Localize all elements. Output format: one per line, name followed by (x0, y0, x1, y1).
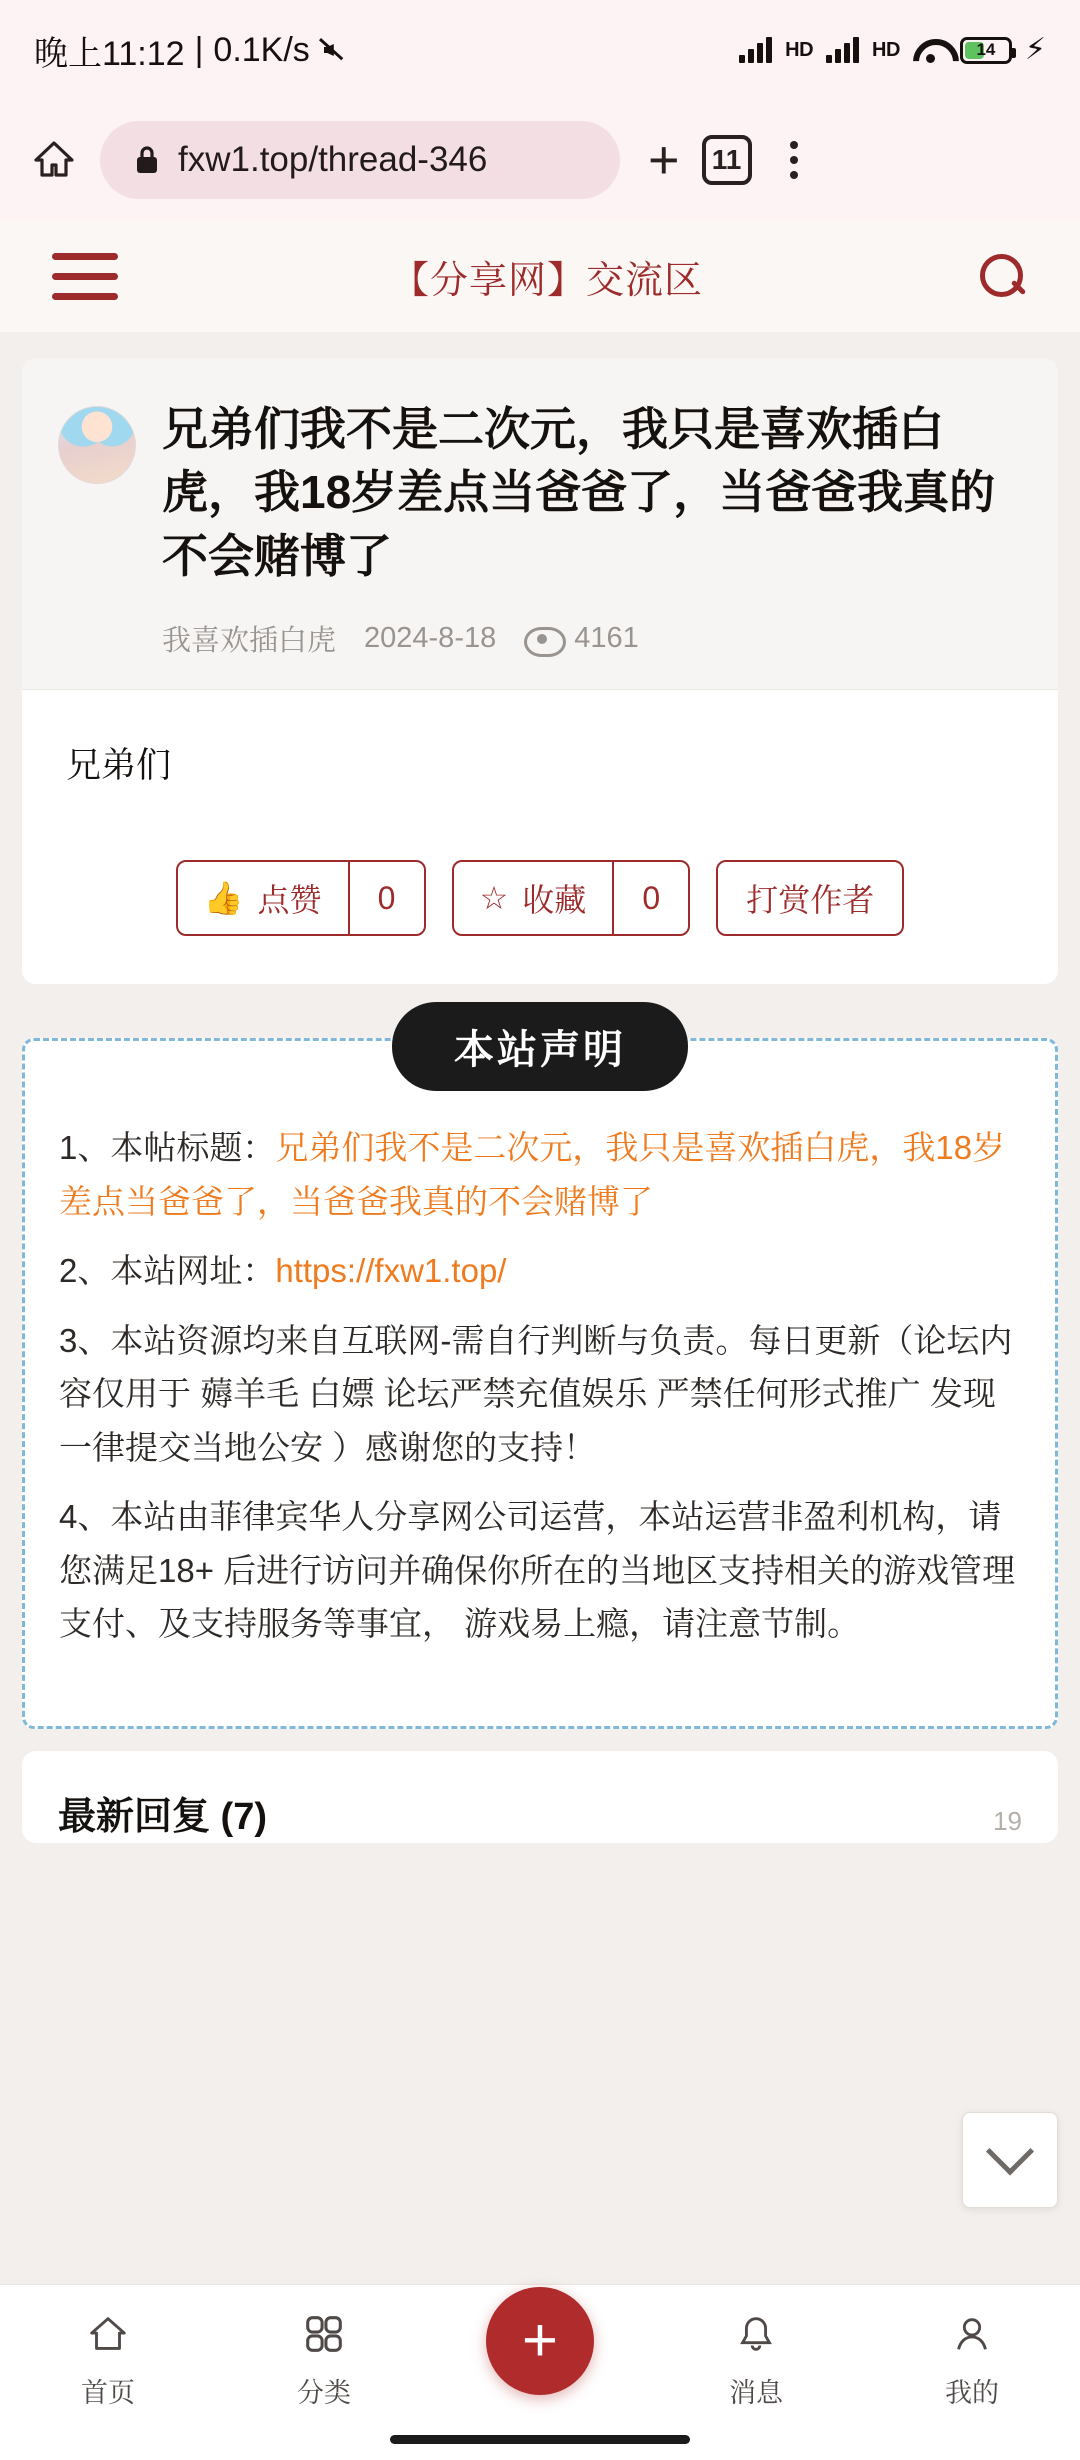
home-indicator (390, 2435, 690, 2444)
site-statement (22, 1002, 1058, 1729)
nav-label-profile: 我的 (945, 2378, 999, 2408)
lightning-bolt-icon: ⚡ (1024, 33, 1046, 66)
browser-toolbar (0, 100, 1080, 220)
favorite-label: 收藏 (522, 882, 587, 919)
grid-categories-icon (299, 2309, 349, 2359)
browser-menu-kebab-icon[interactable] (774, 141, 814, 179)
statement-line-2 (59, 1244, 1021, 1297)
thread-author[interactable]: 我喜欢插白虎 (162, 625, 337, 658)
star-icon: ☆ (479, 880, 509, 917)
plus-icon[interactable]: + (486, 2287, 594, 2395)
battery-percent: 14 (976, 40, 996, 59)
web-page-content (0, 220, 1080, 2460)
favorite-button[interactable] (452, 860, 691, 936)
person-icon (947, 2309, 997, 2359)
site-statement-box (22, 1038, 1058, 1729)
statement-line-1 (59, 1121, 1021, 1228)
favorite-count: 0 (612, 862, 688, 934)
thread-meta (22, 618, 1058, 689)
site-title: 【分享网】交流区 (390, 259, 703, 302)
hd-badge-2: HD (872, 38, 900, 61)
like-label: 点赞 (257, 882, 322, 919)
nav-label-home: 首页 (81, 2378, 135, 2408)
thumbs-up-icon: 👍 (203, 880, 244, 917)
signal-bars-icon-1 (739, 37, 772, 63)
signal-bars-icon-2 (826, 37, 859, 63)
thread-view-count: 4161 (574, 622, 639, 655)
nav-label-categories: 分类 (297, 2378, 351, 2408)
status-bar-left (34, 26, 350, 75)
statement-line-1-prefix: 1、本帖标题： (59, 1129, 276, 1167)
tab-counter-button[interactable]: 11 (702, 135, 752, 185)
wifi-icon (913, 37, 947, 63)
latest-replies-section (22, 1751, 1058, 1843)
like-button[interactable] (176, 860, 426, 936)
nav-item-create[interactable] (432, 2306, 648, 2395)
nav-item-categories[interactable] (216, 2309, 432, 2410)
hd-badge-1: HD (785, 38, 814, 61)
status-time: 晚上11:12 (34, 34, 185, 73)
bottom-navigation-bar (0, 2284, 1080, 2460)
address-bar[interactable] (100, 121, 620, 199)
address-bar-url: fxw1.top/thread-346 (178, 140, 488, 179)
status-netspeed: 0.1K/s (213, 30, 310, 69)
bell-icon (731, 2309, 781, 2359)
favorite-button-main[interactable] (454, 862, 613, 934)
latest-replies-title: 最新回复 (7) (58, 1796, 268, 1839)
statement-line-3: 3、本站资源均来自互联网-需自行判断与负责。每日更新（论坛内容仅用于 薅羊毛 白嫖 论坛严禁充值娱乐 严禁任何形式推广 发现一律提交当地公安 ）感谢您的支持！ (59, 1321, 1013, 1466)
status-bar (0, 0, 1080, 100)
home-icon (83, 2309, 133, 2359)
like-button-main[interactable] (178, 862, 348, 934)
thread-views (524, 622, 639, 655)
thread-title: 兄弟们我不是二次元，我只是喜欢插白虎，我18岁差点当爸爸了，当爸爸我真的不会赌博了 (162, 403, 996, 582)
scroll-down-button[interactable] (962, 2112, 1058, 2208)
avatar[interactable] (58, 406, 136, 484)
statement-line-4: 4、本站由菲律宾华人分享网公司运营，本站运营非盈利机构，请您满足18+ 后进行访问并确保你所在的当地区支持相关的游戏管理 支付、及支持服务等事宜， 游戏易上瘾，请注意节制。 (59, 1498, 1016, 1643)
nav-item-messages[interactable] (648, 2309, 864, 2410)
site-header (0, 220, 1080, 332)
thread-header (22, 358, 1058, 618)
thread-date: 2024-8-18 (364, 622, 497, 655)
site-statement-title: 本站声明 (392, 1002, 688, 1091)
chevron-down-icon (986, 2127, 1034, 2175)
thread-actions (22, 840, 1058, 984)
latest-replies-meta: 19 (993, 1806, 1022, 1837)
like-count: 0 (348, 862, 424, 934)
mute-icon (320, 35, 350, 65)
status-separator: | (194, 30, 204, 69)
statement-line-2-prefix: 2、本站网址： (59, 1252, 276, 1290)
battery-icon (960, 37, 1012, 64)
status-bar-right (739, 35, 1046, 65)
tip-author-button[interactable]: 打赏作者 (716, 860, 904, 936)
nav-item-profile[interactable] (864, 2309, 1080, 2410)
thread-card (22, 358, 1058, 984)
nav-item-home[interactable] (0, 2309, 216, 2410)
browser-home-icon[interactable] (30, 136, 78, 184)
lock-icon (134, 145, 160, 175)
eye-icon (524, 627, 560, 651)
new-tab-plus-icon[interactable]: + (648, 130, 680, 190)
thread-body-text: 兄弟们 (22, 689, 1058, 840)
nav-label-messages: 消息 (729, 2378, 783, 2408)
statement-line-1-value: 兄弟们我不是二次元，我只是喜欢插白虎，我18岁差点当爸爸了，当爸爸我真的不会赌博了 (59, 1129, 1006, 1220)
site-url-link[interactable]: https://fxw1.top/ (275, 1252, 507, 1290)
hamburger-menu-icon[interactable] (52, 253, 118, 300)
search-icon[interactable] (976, 250, 1028, 302)
